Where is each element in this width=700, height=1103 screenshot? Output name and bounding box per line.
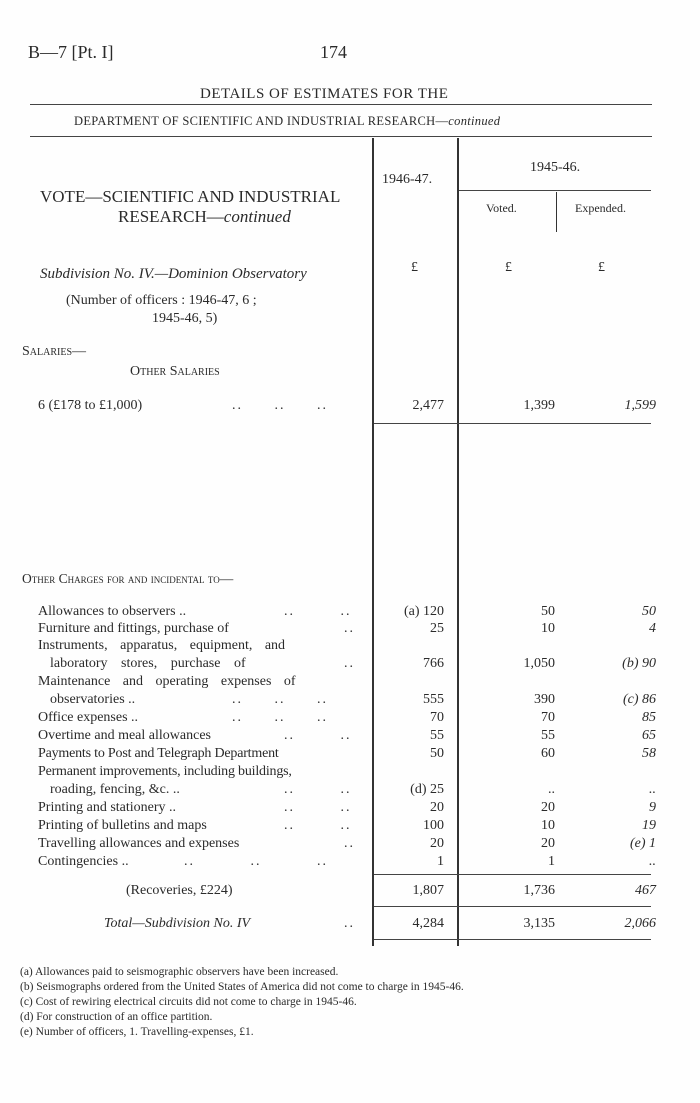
total-dots: .. — [344, 916, 355, 931]
charge-value-expended: .. — [649, 854, 656, 869]
column-divider-3 — [556, 192, 557, 232]
charge-value-expended: 19 — [642, 818, 656, 833]
charge-value-voted: 1 — [548, 854, 555, 869]
charge-dots: .. .. — [284, 818, 352, 833]
officers-line-1: (Number of officers : 1946-47, 6 ; — [66, 293, 257, 308]
charge-value-1946-47: 1 — [437, 854, 444, 869]
charge-value-1946-47: 20 — [430, 836, 444, 851]
charge-label: Permanent improvements, including buildings, — [38, 764, 292, 779]
charge-value-1946-47: 25 — [430, 621, 444, 636]
total-value-expended: 2,066 — [624, 916, 656, 931]
charge-value-expended: 9 — [649, 800, 656, 815]
charges-total-rule — [374, 874, 651, 875]
charge-value-voted: 1,050 — [523, 656, 555, 671]
charge-dots: .. .. — [284, 782, 352, 797]
col-voted: Voted. — [486, 201, 517, 215]
charge-label: Instruments, apparatus, equipment, and — [38, 638, 286, 653]
salaries-value-voted: 1,399 — [523, 398, 555, 413]
charge-dots: .. .. .. — [232, 710, 328, 725]
total-value-1946-47: 4,284 — [412, 916, 444, 931]
charge-value-voted: .. — [548, 782, 555, 797]
charge-value-expended: 85 — [642, 710, 656, 725]
charge-value-1946-47: (a) 120 — [403, 604, 444, 619]
charge-value-expended: 50 — [642, 604, 656, 619]
document-ref: B—7 [Pt. I] — [28, 42, 114, 62]
charge-value-voted: 10 — [541, 818, 555, 833]
charge-label: Maintenance and operating expenses of — [38, 674, 296, 689]
charge-value-voted: 70 — [541, 710, 555, 725]
vote-subtitle — [118, 207, 291, 227]
charge-label: Travelling allowances and expenses — [38, 836, 240, 851]
col-expended: Expended. — [575, 201, 626, 215]
charge-value-expended: 58 — [642, 746, 656, 761]
total-rule — [374, 939, 651, 940]
charge-value-expended: 4 — [649, 621, 656, 636]
recoveries-label: (Recoveries, £224) — [126, 883, 233, 898]
charge-value-voted: 20 — [541, 836, 555, 851]
charge-value-voted: 55 — [541, 728, 555, 743]
charge-value-1946-47: 55 — [430, 728, 444, 743]
subtotal-rule — [374, 906, 651, 907]
recoveries-value-voted: 1,736 — [523, 883, 555, 898]
charge-value-expended: 65 — [642, 728, 656, 743]
officers-line-2: 1945-46, 5) — [152, 311, 218, 326]
charge-label: Printing of bulletins and maps — [38, 818, 207, 833]
column-divider-2 — [457, 138, 459, 946]
charge-label: Furniture and fittings, purchase of — [38, 621, 229, 636]
charge-value-expended: (b) 90 — [622, 656, 656, 671]
footnote-b: (b) Seismographs ordered from the United States of America did not come to charge in 1945-46. — [20, 981, 464, 993]
department-continued: continued — [448, 114, 501, 128]
col-year-1946-47: 1946-47. — [382, 172, 433, 187]
total-label: Total—Subdivision No. IV — [104, 916, 251, 931]
charge-value-voted: 50 — [541, 604, 555, 619]
page-title: DETAILS OF ESTIMATES FOR THE — [200, 86, 449, 102]
charge-value-1946-47: 100 — [423, 818, 444, 833]
charge-value-expended: (e) 1 — [629, 836, 656, 851]
charge-label: Overtime and meal allowances — [38, 728, 211, 743]
footnote-a: (a) Allowances paid to seismographic observers have been increased. — [20, 966, 339, 978]
charge-dots: .. — [344, 621, 355, 636]
salaries-value-1946-47: 2,477 — [412, 398, 444, 413]
charge-dots: .. .. — [284, 800, 352, 815]
charge-label: Payments to Post and Telegraph Department — [38, 746, 279, 761]
department-name: DEPARTMENT OF SCIENTIFIC AND INDUSTRIAL RESEARCH— — [74, 114, 449, 128]
salaries-row-label: 6 (£178 to £1,000) — [38, 398, 143, 413]
footnote-c: (c) Cost of rewiring electrical circuits did not come to charge in 1945-46. — [20, 996, 357, 1008]
charge-label-cont: laboratory stores, purchase of — [50, 656, 246, 671]
recoveries-value-expended: 467 — [635, 883, 656, 898]
salaries-total-rule — [374, 423, 651, 424]
year-split-rule — [459, 190, 651, 191]
charge-label-cont: roading, fencing, &c. .. — [50, 782, 180, 797]
charge-value-expended: .. — [649, 782, 656, 797]
col-year-1945-46: 1945-46. — [530, 160, 581, 175]
other-charges-heading: Other Charges for and incidental to— — [22, 571, 234, 586]
currency-col-1: £ — [411, 260, 418, 275]
charge-dots: .. — [344, 836, 355, 851]
recoveries-value-1946-47: 1,807 — [412, 883, 444, 898]
charge-value-expended: (c) 86 — [622, 692, 656, 707]
charge-label: Allowances to observers .. — [38, 604, 187, 619]
currency-col-2: £ — [505, 260, 512, 275]
subdivision-title: Subdivision No. IV.—Dominion Observatory — [40, 266, 307, 282]
department-line — [74, 114, 500, 129]
footnote-d: (d) For construction of an office partition. — [20, 1011, 213, 1023]
charge-value-1946-47: (d) 25 — [410, 782, 444, 797]
charge-dots: .. .. .. — [184, 854, 328, 869]
charge-value-voted: 390 — [534, 692, 555, 707]
vote-title: VOTE—SCIENTIFIC AND INDUSTRIAL — [40, 187, 341, 206]
charge-value-1946-47: 766 — [423, 656, 444, 671]
header-rule — [30, 104, 652, 105]
charge-dots: .. .. — [284, 604, 352, 619]
page-number: 174 — [320, 42, 347, 62]
charge-value-voted: 60 — [541, 746, 555, 761]
total-value-voted: 3,135 — [523, 916, 555, 931]
charge-value-1946-47: 555 — [423, 692, 444, 707]
footnote-e: (e) Number of officers, 1. Travelling-expenses, £1. — [20, 1026, 254, 1038]
currency-col-3: £ — [598, 260, 605, 275]
charge-label: Printing and stationery .. — [38, 800, 177, 815]
header-rule-2 — [30, 136, 652, 137]
charge-label-cont: observatories .. — [50, 692, 136, 707]
charge-dots: .. .. .. — [232, 692, 328, 707]
vote-subtitle-text: RESEARCH— — [118, 207, 224, 226]
charge-label: Contingencies .. — [38, 854, 129, 869]
charge-value-1946-47: 50 — [430, 746, 444, 761]
charge-dots: .. .. — [284, 728, 352, 743]
salaries-heading: Salaries— — [22, 344, 87, 359]
charge-dots: .. — [344, 656, 355, 671]
vote-subtitle-continued: continued — [223, 207, 291, 226]
salaries-value-expended: 1,599 — [624, 398, 656, 413]
column-divider-1 — [372, 138, 374, 946]
salaries-row-dots: .. .. .. — [232, 398, 328, 413]
charge-value-voted: 10 — [541, 621, 555, 636]
charge-value-1946-47: 20 — [430, 800, 444, 815]
charge-value-1946-47: 70 — [430, 710, 444, 725]
charge-value-voted: 20 — [541, 800, 555, 815]
charge-label: Office expenses .. — [38, 710, 139, 725]
other-salaries-heading: Other Salaries — [130, 364, 220, 379]
